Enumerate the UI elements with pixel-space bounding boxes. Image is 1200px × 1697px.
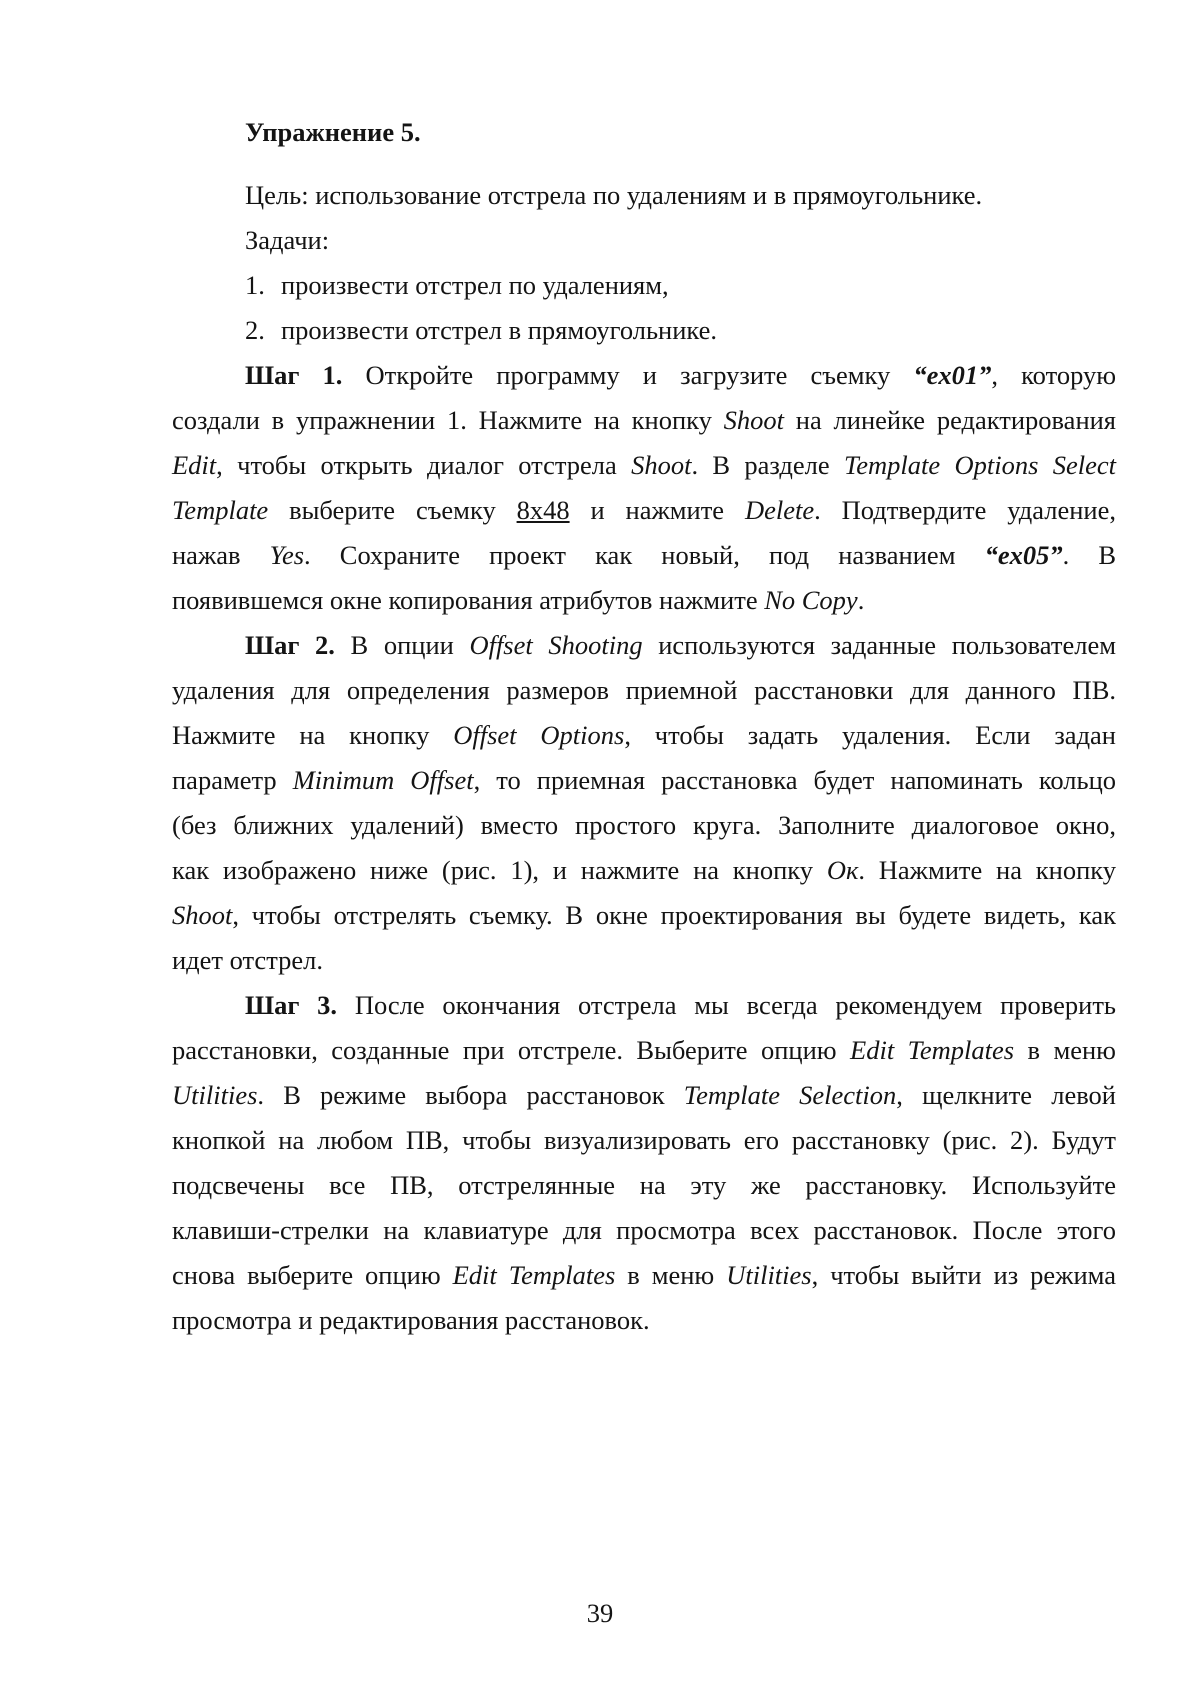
page-number: 39 [586,1598,614,1628]
step1-line: Template выберите съемку 8x48 и нажмите Delete. Подтвердите удаление, [172,495,1117,525]
step3-line: клавиши-стрелки на клавиатуре для просмотра всех расстановок. После этого [172,1215,1116,1245]
step2-line: параметр Minimum Offset, то приемная расстановка будет напоминать кольцо [172,765,1116,795]
step2-line: (без ближних удалений) вместо простого круга. Заполните диалоговое окно, [172,810,1116,840]
step1-line: нажав Yes. Сохраните проект как новый, под названием “ex05”. В [172,540,1117,570]
goal-line: Цель: использование отстрела по удалениям и в прямоугольнике. [245,180,983,210]
step3-line: расстановки, созданные при отстреле. Выберите опцию Edit Templates в меню [172,1035,1116,1065]
step3-line: просмотра и редактирования расстановок. [172,1305,650,1335]
step1-line: Шаг 1. Откройте программу и загрузите съемку “ex01”, которую [245,360,1117,390]
step3-line: подсвечены все ПВ, отстрелянные на эту же расстановку. Используйте [172,1170,1116,1200]
step3-label: Шаг 3. [245,990,338,1020]
step1-line: появившемся окне копирования атрибутов нажмите No Copy. [172,585,865,615]
step3-line: снова выберите опцию Edit Templates в меню Utilities, чтобы выйти из режима [172,1260,1116,1290]
step3-line: Utilities. В режиме выбора расстановок Template Selection, щелкните левой [172,1080,1116,1110]
step1-line: создали в упражнении 1. Нажмите на кнопку Shoot на линейке редактирования [172,405,1116,435]
step1-label: Шаг 1. [245,360,343,390]
step1-line: Edit, чтобы открыть диалог отстрела Shoot. В разделе Template Options Select [172,450,1116,480]
step2-line: Шаг 2. В опции Offset Shooting используются заданные пользователем [245,630,1116,660]
step2-line: идет отстрел. [172,945,323,975]
task-item: 2. произвести отстрел в прямоугольнике. [245,315,717,345]
step2-line: Нажмите на кнопку Offset Options, чтобы задать удаления. Если задан [172,720,1116,750]
step2-label: Шаг 2. [245,630,335,660]
step3-line: кнопкой на любом ПВ, чтобы визуализировать его расстановку (рис. 2). Будут [172,1125,1116,1155]
task-item: 1. произвести отстрел по удалениям, [245,270,669,300]
step2-line: как изображено ниже (рис. 1), и нажмите на кнопку Ок. Нажмите на кнопку [172,855,1117,885]
step2-line: Shoot, чтобы отстрелять съемку. В окне проектирования вы будете видеть, как [172,900,1116,930]
tasks-label: Задачи: [245,225,330,255]
step2-line: удаления для определения размеров приемной расстановки для данного ПВ. [172,675,1116,705]
step3-line: Шаг 3. После окончания отстрела мы всегда рекомендуем проверить [245,990,1116,1020]
exercise-heading: Упражнение 5. [245,117,421,147]
